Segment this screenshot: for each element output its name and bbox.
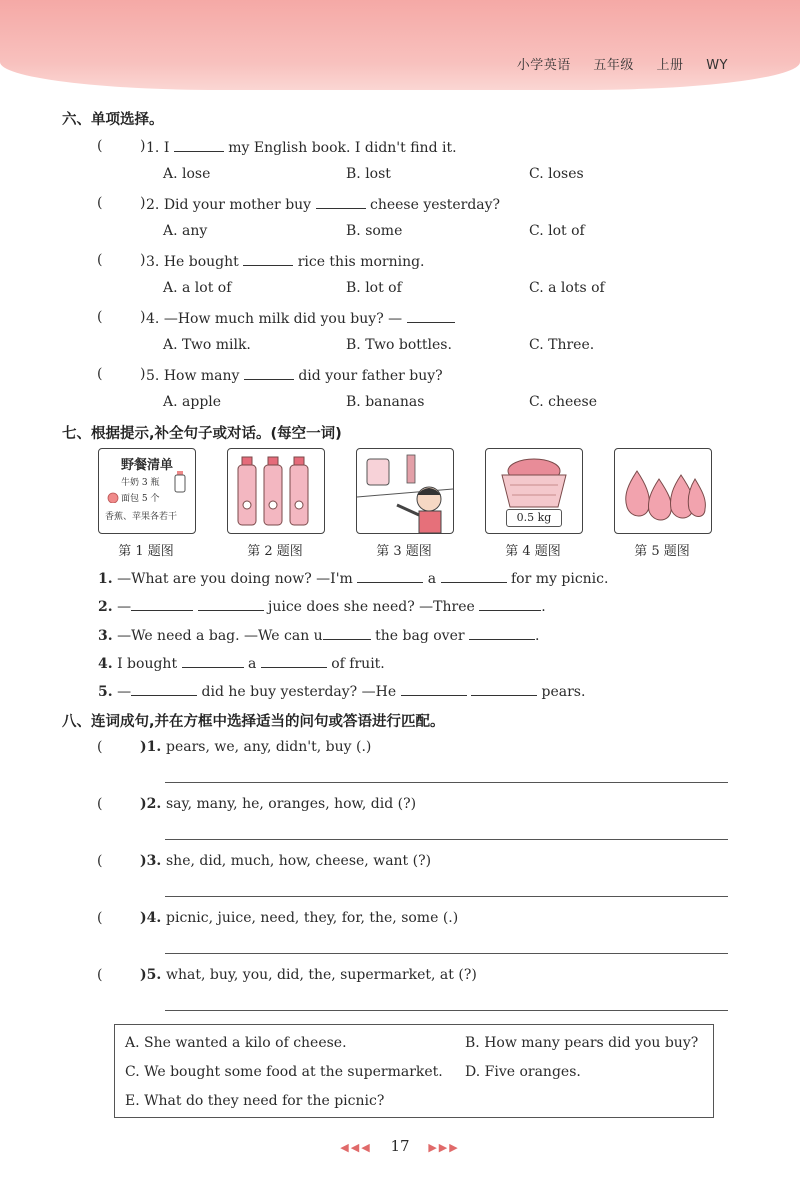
question-text: —What are you doing now? —I'm bbox=[117, 571, 353, 587]
three-bottles-icon bbox=[228, 449, 324, 533]
answer-paren-close[interactable]: ) bbox=[140, 252, 146, 268]
question-post: did your father buy? bbox=[298, 368, 443, 384]
box-option-a: A. She wanted a kilo of cheese. bbox=[125, 1035, 347, 1051]
fill-blank[interactable] bbox=[469, 626, 535, 640]
page-header-band bbox=[0, 0, 800, 90]
scrambled-words: picnic, juice, need, they, for, the, some (.) bbox=[166, 910, 459, 926]
question-pre: How many bbox=[163, 368, 240, 384]
option-b: B. lot of bbox=[346, 280, 402, 296]
question-number: 1. bbox=[146, 140, 160, 156]
scrambled-words: say, many, he, oranges, how, did (?) bbox=[166, 796, 417, 812]
question-pre: I bbox=[163, 140, 170, 156]
fill-blank[interactable] bbox=[244, 366, 294, 380]
section7-title: 七、根据提示,补全句子或对话。(每空一词) bbox=[62, 426, 342, 442]
box-option-e: E. What do they need for the picnic? bbox=[125, 1093, 385, 1109]
picture-caption-1: 第 1 题图 bbox=[118, 544, 174, 559]
question-post: rice this morning. bbox=[297, 254, 425, 270]
question-number: 4. bbox=[146, 311, 160, 327]
picture-row bbox=[98, 448, 713, 558]
fill-blank[interactable] bbox=[198, 597, 264, 611]
pears-icon bbox=[615, 449, 711, 533]
answer-line[interactable] bbox=[165, 896, 728, 897]
option-a: A. Two milk. bbox=[163, 337, 251, 353]
fill-blank[interactable] bbox=[407, 309, 455, 323]
question-text: of fruit. bbox=[331, 656, 385, 672]
section7-question-5 bbox=[98, 682, 585, 700]
section8-title: 八、连词成句,并在方框中选择适当的问句或答语进行匹配。 bbox=[62, 714, 445, 730]
question-text: . bbox=[541, 599, 546, 615]
option-b: B. bananas bbox=[346, 394, 425, 410]
answer-line[interactable] bbox=[165, 782, 728, 783]
fill-blank[interactable] bbox=[479, 597, 541, 611]
question-text: a bbox=[427, 571, 437, 587]
picture-caption-4: 第 4 题图 bbox=[505, 544, 561, 559]
question-pre: He bought bbox=[163, 254, 239, 270]
pears-picture bbox=[614, 448, 712, 534]
answer-paren-open[interactable]: ( bbox=[97, 967, 103, 983]
fill-blank[interactable] bbox=[441, 569, 507, 583]
question-number: 4. bbox=[98, 656, 113, 672]
header-text bbox=[499, 54, 728, 73]
question-text: . bbox=[535, 628, 540, 644]
question-text: I bought bbox=[117, 656, 178, 672]
question-text: — bbox=[117, 599, 132, 615]
fill-blank[interactable] bbox=[323, 626, 371, 640]
answer-paren-open: ( bbox=[97, 252, 103, 268]
option-c: C. Three. bbox=[529, 337, 595, 353]
question-number: 2. bbox=[146, 197, 160, 213]
picnic-list-line-1: 牛奶 3 瓶 bbox=[121, 478, 160, 488]
question-text: pears. bbox=[541, 684, 586, 700]
picture-caption-5: 第 5 题图 bbox=[634, 544, 690, 559]
fill-blank[interactable] bbox=[243, 252, 293, 266]
answer-line[interactable] bbox=[165, 839, 728, 840]
item-number: )4. bbox=[140, 910, 162, 926]
answer-paren-open[interactable]: ( bbox=[97, 910, 103, 926]
picture-caption-3: 第 3 题图 bbox=[376, 544, 432, 559]
fill-blank[interactable] bbox=[131, 597, 193, 611]
question-text: a bbox=[247, 656, 257, 672]
answer-paren-close[interactable]: ) bbox=[140, 195, 146, 211]
question-text: for my picnic. bbox=[511, 571, 609, 587]
question-number: 5. bbox=[146, 368, 160, 384]
option-a: A. any bbox=[163, 223, 208, 239]
answer-paren-close[interactable]: ) bbox=[140, 366, 146, 382]
question-number: 5. bbox=[98, 684, 113, 700]
question-pre: Did your mother buy bbox=[163, 197, 312, 213]
answer-paren-close[interactable]: ) bbox=[140, 309, 146, 325]
question-post: cheese yesterday? bbox=[370, 197, 501, 213]
picnic-list-line-3: 香蕉、苹果各若干 bbox=[105, 512, 178, 522]
options-box bbox=[114, 1024, 714, 1118]
option-c: C. a lots of bbox=[529, 280, 605, 296]
item-number: )3. bbox=[140, 853, 162, 869]
option-b: B. Two bottles. bbox=[346, 337, 452, 353]
page-footer bbox=[0, 1137, 800, 1155]
answer-paren-open[interactable]: ( bbox=[97, 796, 103, 812]
page-number: 17 bbox=[390, 1137, 410, 1155]
scrambled-words: pears, we, any, didn't, buy (.) bbox=[166, 739, 372, 755]
option-a: A. a lot of bbox=[163, 280, 232, 296]
question-number: 2. bbox=[98, 599, 113, 615]
fill-blank[interactable] bbox=[357, 569, 423, 583]
option-c: C. cheese bbox=[529, 394, 598, 410]
item-number: )2. bbox=[140, 796, 162, 812]
question-post: my English book. I didn't find it. bbox=[228, 140, 457, 156]
question-number: 1. bbox=[98, 571, 113, 587]
question-text: did he buy yesterday? —He bbox=[201, 684, 397, 700]
fill-blank[interactable] bbox=[174, 138, 224, 152]
option-c: C. lot of bbox=[529, 223, 585, 239]
box-option-b: B. How many pears did you buy? bbox=[465, 1035, 699, 1051]
option-b: B. some bbox=[346, 223, 403, 239]
boy-pointing-picture bbox=[356, 448, 454, 534]
basket-picture bbox=[485, 448, 583, 534]
picnic-list-picture bbox=[98, 448, 196, 534]
answer-paren-open: ( bbox=[97, 309, 103, 325]
question-number: 3. bbox=[146, 254, 160, 270]
answer-paren-open: ( bbox=[97, 138, 103, 154]
fill-blank[interactable] bbox=[131, 682, 197, 696]
picnic-list-line-2: 面包 5 个 bbox=[121, 494, 160, 504]
scrambled-words: she, did, much, how, cheese, want (?) bbox=[166, 853, 432, 869]
option-b: B. lost bbox=[346, 166, 391, 182]
section7-question-2 bbox=[98, 597, 546, 615]
fill-blank[interactable] bbox=[316, 195, 366, 209]
box-option-c: C. We bought some food at the supermarket. bbox=[125, 1064, 443, 1080]
fill-blank[interactable] bbox=[401, 682, 467, 696]
section7-question-4 bbox=[98, 654, 385, 672]
answer-paren-open: ( bbox=[97, 366, 103, 382]
option-c: C. loses bbox=[529, 166, 584, 182]
option-a: A. apple bbox=[163, 394, 222, 410]
header-subject: 小学英语 bbox=[516, 58, 571, 73]
section7-question-1 bbox=[98, 569, 608, 587]
answer-line[interactable] bbox=[165, 953, 728, 954]
question-text: juice does she need? —Three bbox=[267, 599, 475, 615]
milk-bottles-picture bbox=[227, 448, 325, 534]
answer-paren-open[interactable]: ( bbox=[97, 853, 103, 869]
header-term: 上册 bbox=[656, 58, 684, 73]
option-a: A. lose bbox=[163, 166, 211, 182]
apple-icon bbox=[107, 491, 119, 503]
header-edition: WY bbox=[706, 58, 728, 73]
fill-blank[interactable] bbox=[261, 654, 327, 668]
picnic-list-title: 野餐清单 bbox=[120, 458, 173, 473]
header-grade: 五年级 bbox=[593, 58, 634, 73]
question-number: 3. bbox=[98, 628, 113, 644]
fill-blank[interactable] bbox=[182, 654, 244, 668]
answer-paren-open: ( bbox=[97, 195, 103, 211]
item-number: )1. bbox=[140, 739, 162, 755]
box-option-d: D. Five oranges. bbox=[465, 1064, 581, 1080]
answer-line[interactable] bbox=[165, 1010, 728, 1011]
question-pre: —How much milk did you buy? — bbox=[163, 311, 403, 327]
answer-paren-close[interactable]: ) bbox=[140, 138, 146, 154]
question-text: the bag over bbox=[375, 628, 465, 644]
section7-question-3 bbox=[98, 626, 539, 644]
fill-blank[interactable] bbox=[471, 682, 537, 696]
right-arrows-icon: ▶▶▶ bbox=[428, 1141, 460, 1154]
section6-title: 六、单项选择。 bbox=[62, 112, 164, 128]
question-text: —We need a bag. —We can u bbox=[117, 628, 323, 644]
boy-and-bag-icon bbox=[357, 449, 453, 533]
answer-paren-open[interactable]: ( bbox=[97, 739, 103, 755]
weight-label: 0.5 kg bbox=[506, 509, 562, 527]
question-text: — bbox=[117, 684, 132, 700]
scrambled-words: what, buy, you, did, the, supermarket, at (?) bbox=[166, 967, 477, 983]
picture-caption-2: 第 2 题图 bbox=[247, 544, 303, 559]
milk-bottle-icon bbox=[173, 471, 187, 493]
item-number: )5. bbox=[140, 967, 162, 983]
left-arrows-icon: ◀◀◀ bbox=[340, 1141, 372, 1154]
